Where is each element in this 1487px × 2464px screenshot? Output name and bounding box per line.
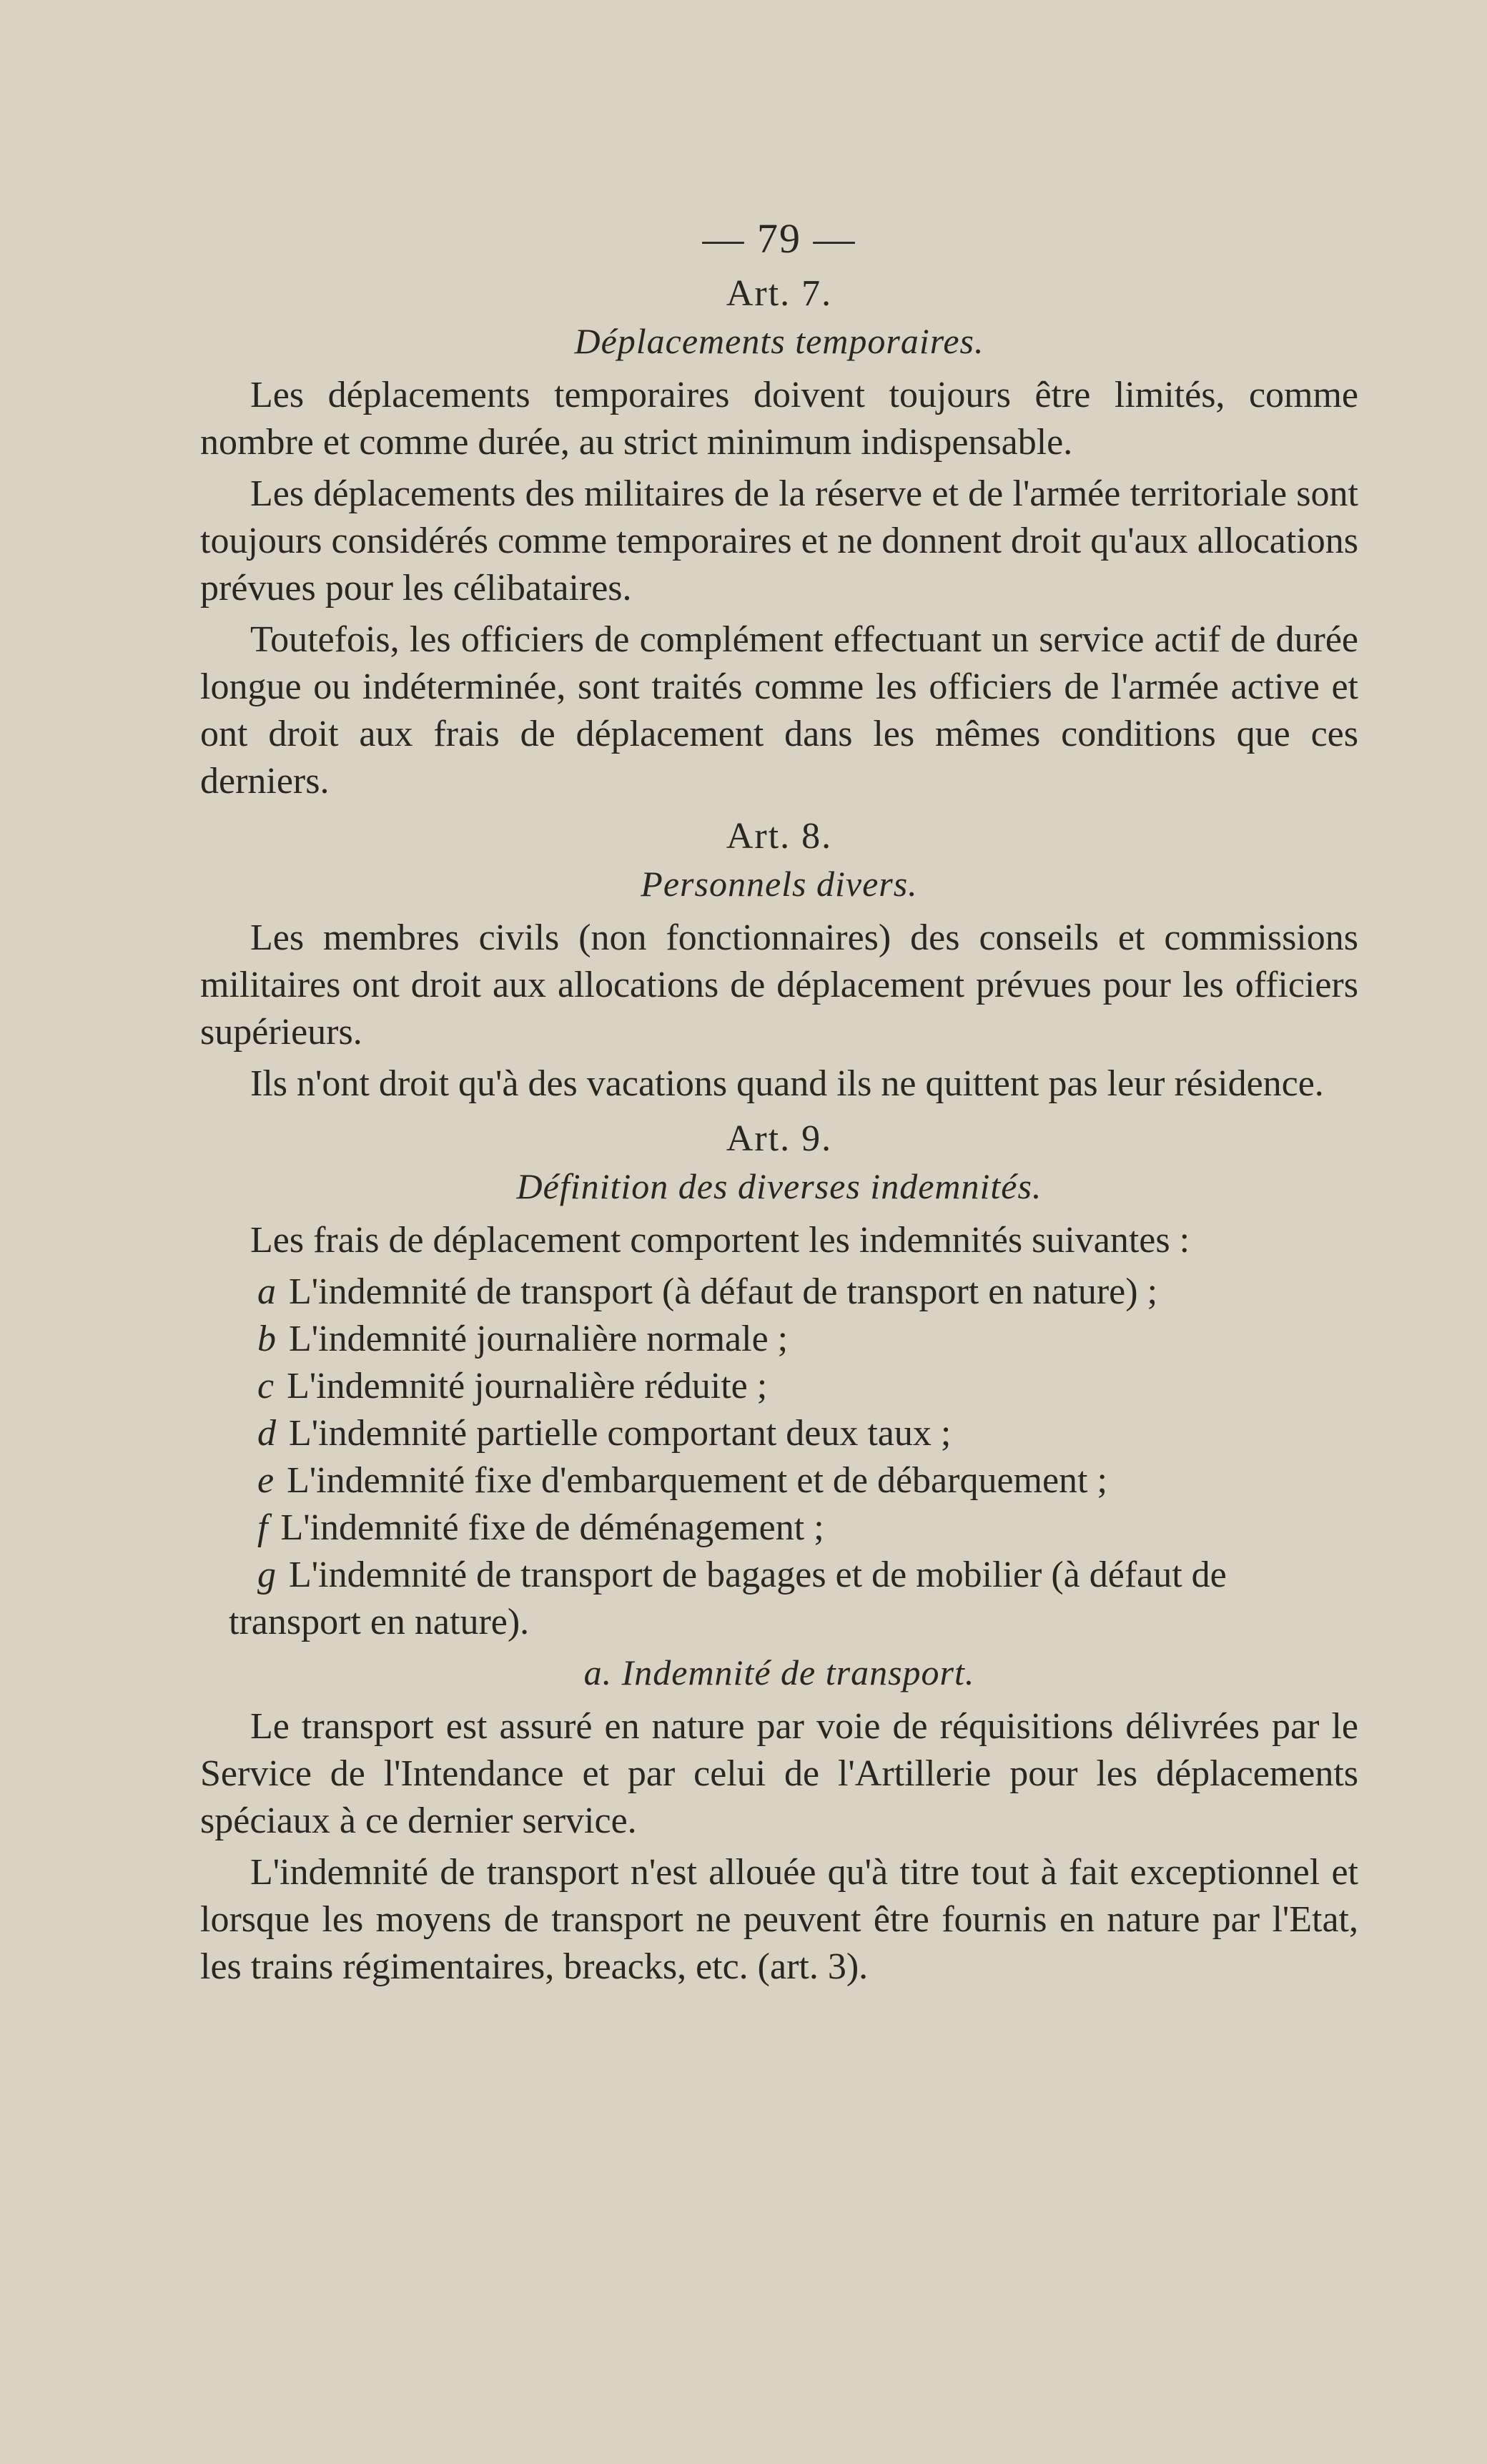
list-item (200, 1504, 1358, 1552)
article-7-paragraph: Toutefois, les officiers de complément effectuant un service actif de durée longue ou indéterminée, sont traités comme les officiers de l'armée active et ont droit aux frais de déplacement dans les mêmes conditions que ces derniers. (200, 619, 1358, 802)
list-item-text: L'indemnité fixe d'embarquement et de débarquement ; (287, 1460, 1107, 1501)
article-9-paragraph: L'indemnité de transport n'est allouée qu'à titre tout à fait exceptionnel et lorsque les moyens de transport ne peuvent être fournis en nature par l'Etat, les trains régimentaires, breacks, etc. (art. 3). (200, 1852, 1358, 1987)
article-9-intro: Les frais de déplacement comportent les indemnités suivantes : (250, 1220, 1190, 1261)
list-item-letter: e (257, 1460, 275, 1501)
list-item-text: L'indemnité partielle comportant deux taux ; (289, 1413, 952, 1454)
list-item-letter: a (257, 1271, 276, 1312)
article-7-heading: Déplacements temporaires. (574, 321, 984, 361)
list-item-letter: f (257, 1507, 268, 1548)
list-item (200, 1457, 1358, 1504)
transport-indemnity-heading: a. Indemnité de transport. (583, 1652, 975, 1692)
list-item (200, 1552, 1358, 1646)
article-9-paragraph: Le transport est assuré en nature par voie de réquisitions délivrées par le Service de l'Intendance et par celui de l'Artillerie pour les déplacements spéciaux à ce dernier service. (200, 1706, 1358, 1841)
list-item-text: L'indemnité de transport de bagages et de mobilier (à défaut de transport en nature). (229, 1554, 1227, 1642)
article-9-heading: Définition des diverses indemnités. (516, 1166, 1042, 1206)
list-item-text: L'indemnité de transport (à défaut de transport en nature) ; (289, 1271, 1158, 1312)
article-8-paragraph: Les membres civils (non fonctionnaires) des conseils et commissions militaires ont droit aux allocations de déplacement prévues pour les officiers supérieurs. (200, 917, 1358, 1053)
list-item (200, 1316, 1358, 1363)
document-page (200, 215, 1358, 1995)
list-item-text: L'indemnité journalière normale ; (289, 1319, 789, 1359)
article-7-paragraph: Les déplacements temporaires doivent toujours être limités, comme nombre et comme durée, au strict minimum indispensable. (200, 375, 1358, 463)
list-item (200, 1410, 1358, 1457)
page-number: — 79 — (702, 215, 856, 262)
article-7-paragraph: Les déplacements des militaires de la réserve et de l'armée territoriale sont toujours considérés comme temporaires et ne donnent droit qu'aux allocations prévues pour les célibataires. (200, 473, 1358, 608)
article-8-heading: Personnels divers. (641, 864, 918, 904)
list-item-text: L'indemnité journalière réduite ; (287, 1366, 768, 1406)
article-9-title: Art. 9. (726, 1118, 833, 1159)
article-7-title: Art. 7. (726, 273, 833, 314)
list-item-letter: c (257, 1366, 275, 1406)
list-item (200, 1268, 1358, 1316)
list-item (200, 1363, 1358, 1410)
article-8-title: Art. 8. (726, 816, 833, 857)
article-8-paragraph: Ils n'ont droit qu'à des vacations quand ils ne quittent pas leur résidence. (250, 1063, 1324, 1104)
list-item-letter: g (257, 1554, 276, 1595)
list-item-letter: b (257, 1319, 276, 1359)
list-item-text: L'indemnité fixe de déménagement ; (280, 1507, 824, 1548)
list-item-letter: d (257, 1413, 276, 1454)
indemnity-list (200, 1268, 1358, 1646)
